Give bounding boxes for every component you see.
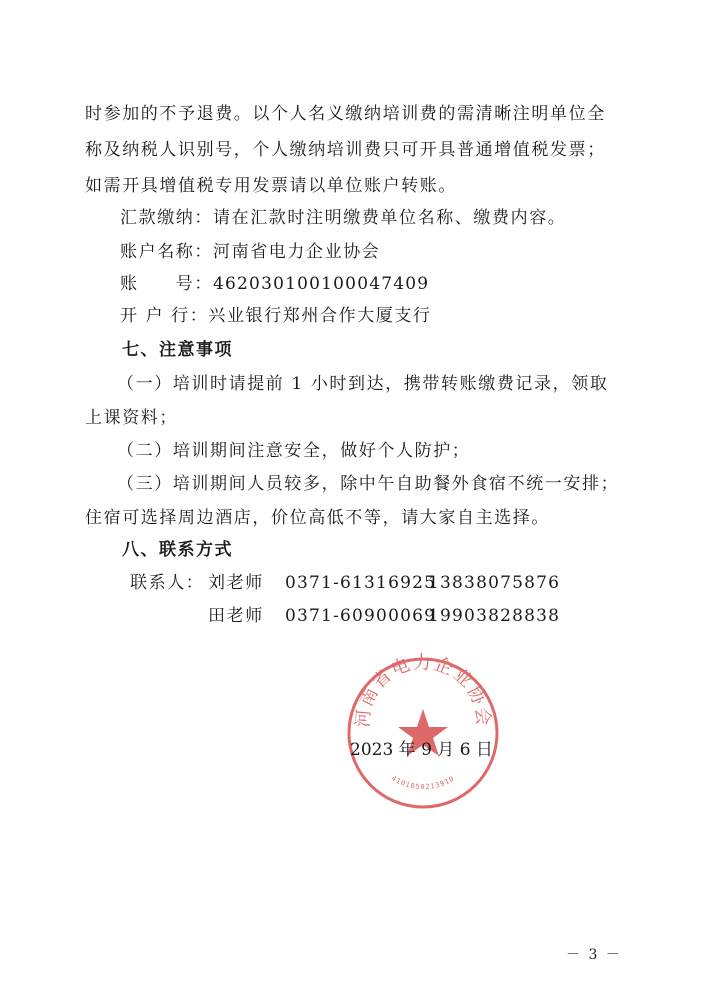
document-date: 2023 年 9 月 6 日 bbox=[350, 740, 493, 760]
section-8-title: 八、联系方式 bbox=[122, 540, 233, 560]
official-seal-icon bbox=[343, 653, 503, 813]
contact-1-mobile: 13838075876 bbox=[428, 573, 561, 593]
account-number-label: 账 号： bbox=[120, 274, 213, 294]
notice-item-2: （二）培训期间注意安全，做好个人防护； bbox=[117, 441, 471, 461]
section-7-title: 七、注意事项 bbox=[122, 340, 233, 360]
contact-2-name: 田老师 bbox=[208, 606, 264, 626]
contact-2-phone: 0371-60900069 bbox=[285, 606, 437, 626]
contact-label: 联系人： bbox=[130, 573, 205, 593]
notice-item-3-line-2: 住宿可选择周边酒店，价位高低不等，请大家自主选择。 bbox=[85, 508, 550, 528]
notice-item-1-line-1: （一）培训时请提前 1 小时到达，携带转账缴费记录，领取 bbox=[117, 374, 609, 394]
seal-code-text: 4101050213910 bbox=[389, 774, 457, 792]
bank-name: 开 户 行：兴业银行郑州合作大厦支行 bbox=[120, 306, 432, 326]
contact-2-mobile: 19903828838 bbox=[428, 606, 561, 626]
seal-org-text: 河南省电力企业协会 bbox=[352, 653, 494, 729]
remittance-note: 汇款缴纳：请在汇款时注明缴费单位名称、缴费内容。 bbox=[120, 208, 567, 228]
contact-1-phone: 0371-61316925 bbox=[285, 573, 437, 593]
account-number: 462030100100047409 bbox=[213, 274, 430, 294]
refund-policy-line-1: 时参加的不予退费。以个人名义缴纳培训费的需清晰注明单位全 bbox=[85, 104, 606, 124]
account-name: 账户名称：河南省电力企业协会 bbox=[120, 242, 381, 262]
contact-1-name: 刘老师 bbox=[208, 573, 264, 593]
notice-item-3-line-1: （三）培训期间人员较多，除中午自助餐外食宿不统一安排； bbox=[117, 474, 620, 494]
refund-policy-line-3: 如需开具增值税专用发票请以单位账户转账。 bbox=[85, 176, 457, 196]
account-number-row bbox=[120, 274, 429, 294]
page-number: － 3 － bbox=[566, 947, 622, 963]
notice-item-1-line-2: 上课资料； bbox=[85, 408, 178, 428]
refund-policy-line-2: 称及纳税人识别号，个人缴纳培训费只可开具普通增值税发票； bbox=[85, 140, 606, 160]
